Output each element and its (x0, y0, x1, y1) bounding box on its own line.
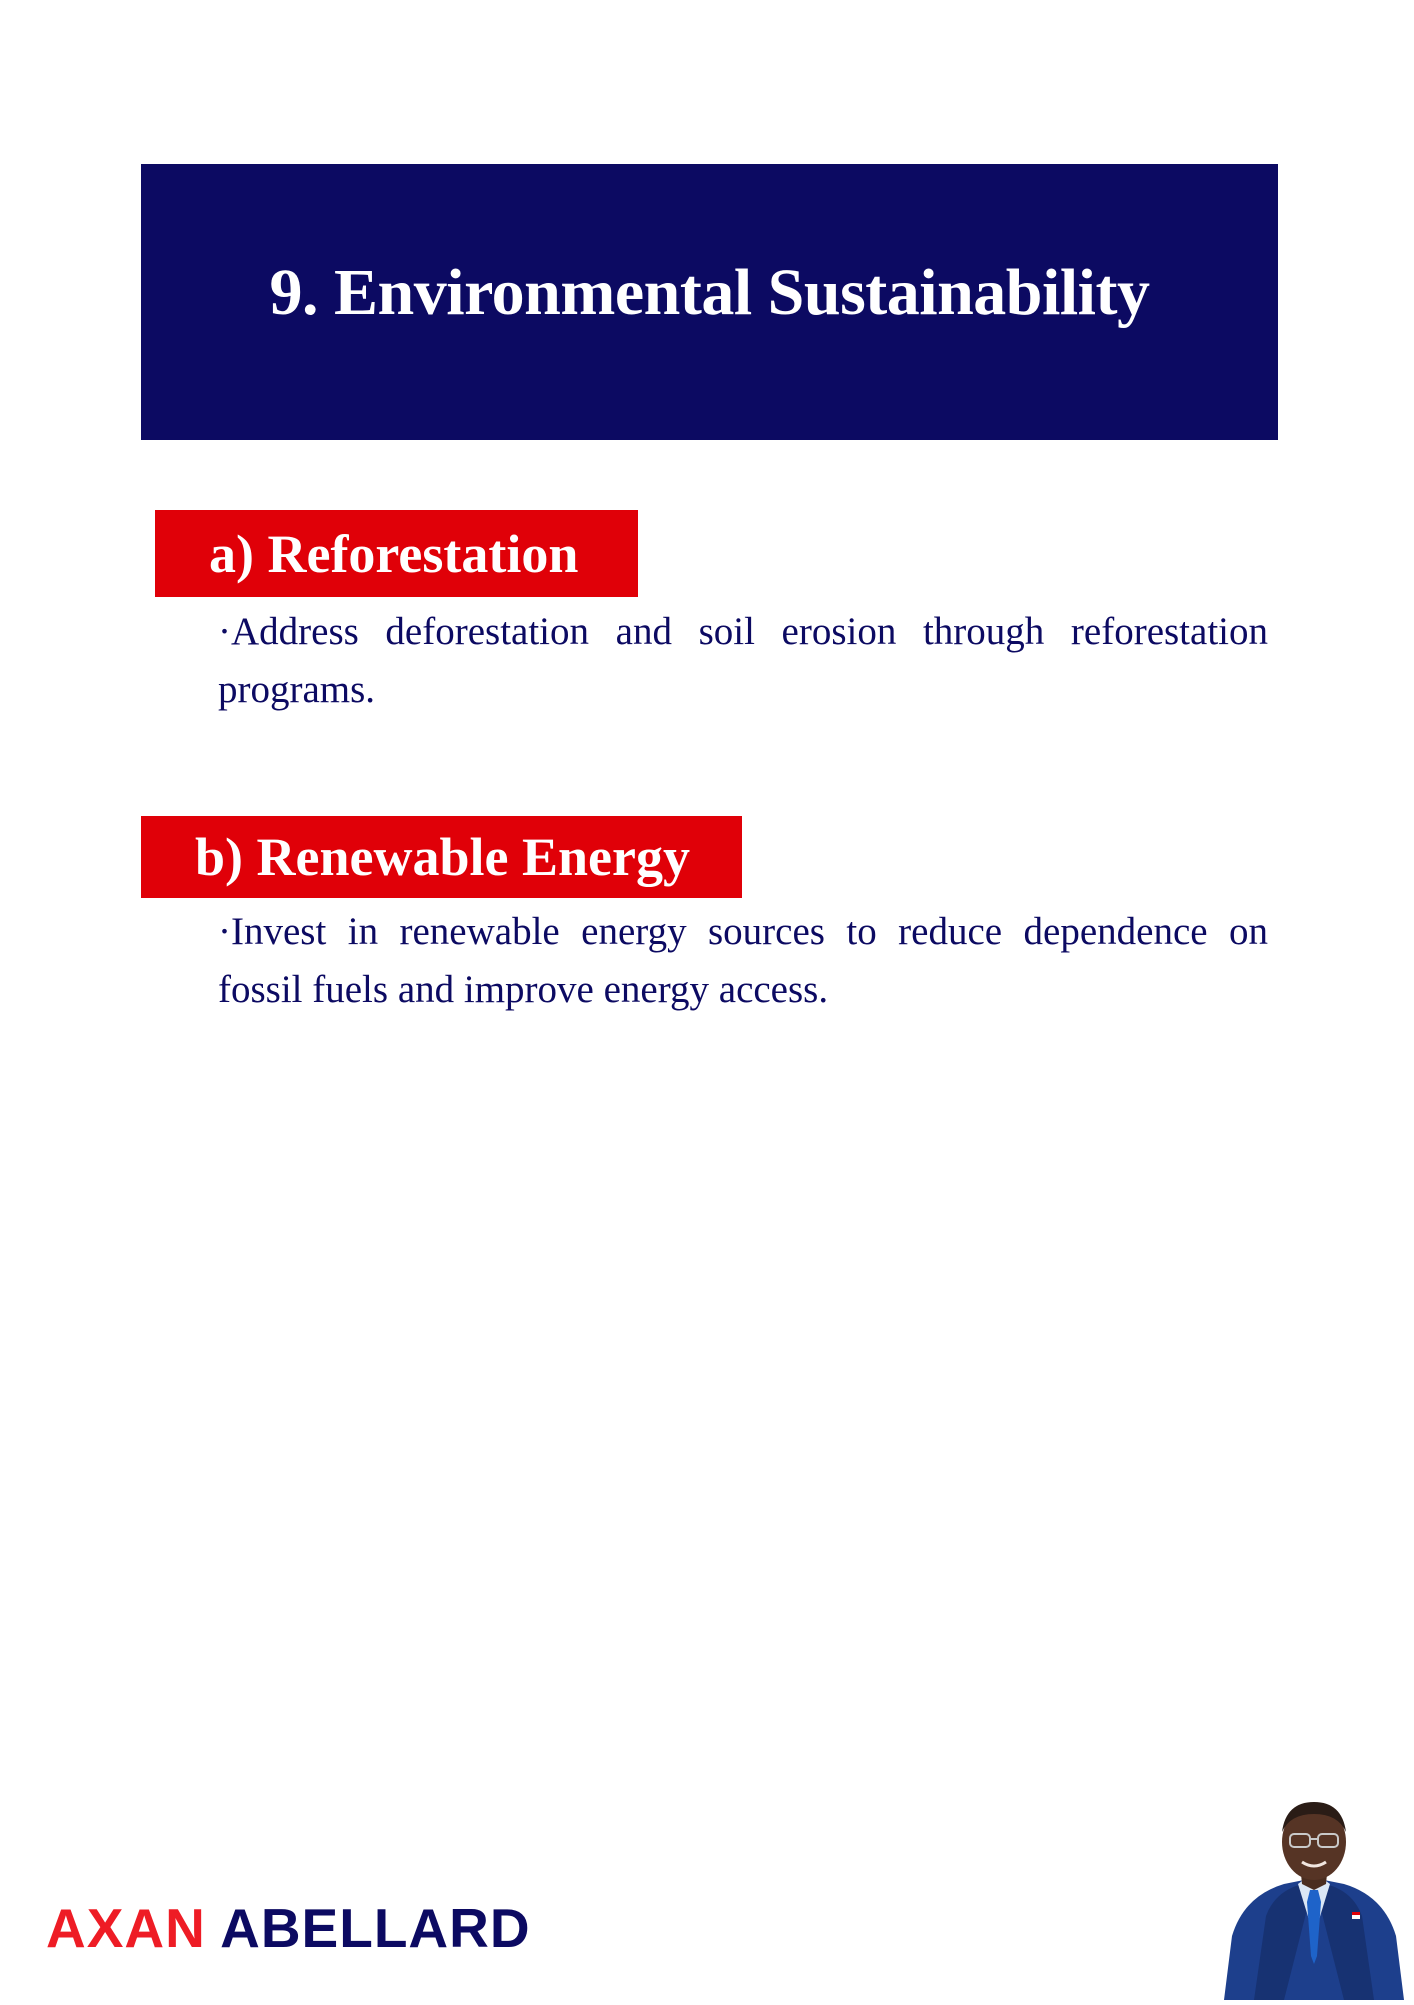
section-heading-renewable-energy: b) Renewable Energy (141, 816, 742, 898)
title-banner (141, 164, 1278, 440)
brand-last-name: ABELLARD (220, 1897, 531, 1959)
brand-name (46, 1896, 531, 1960)
page-title: 9. Environmental Sustainability (269, 256, 1150, 329)
section-heading-reforestation: a) Reforestation (155, 510, 638, 597)
person-portrait-icon (1214, 1786, 1414, 2000)
section-body-reforestation: ·Address deforestation and soil erosion through reforestation programs. (218, 610, 1268, 711)
brand-first-name: AXAN (46, 1897, 206, 1959)
section-body-renewable-energy: ·Invest in renewable energy sources to reduce dependence on fossil fuels and improve energy access. (218, 910, 1268, 1011)
